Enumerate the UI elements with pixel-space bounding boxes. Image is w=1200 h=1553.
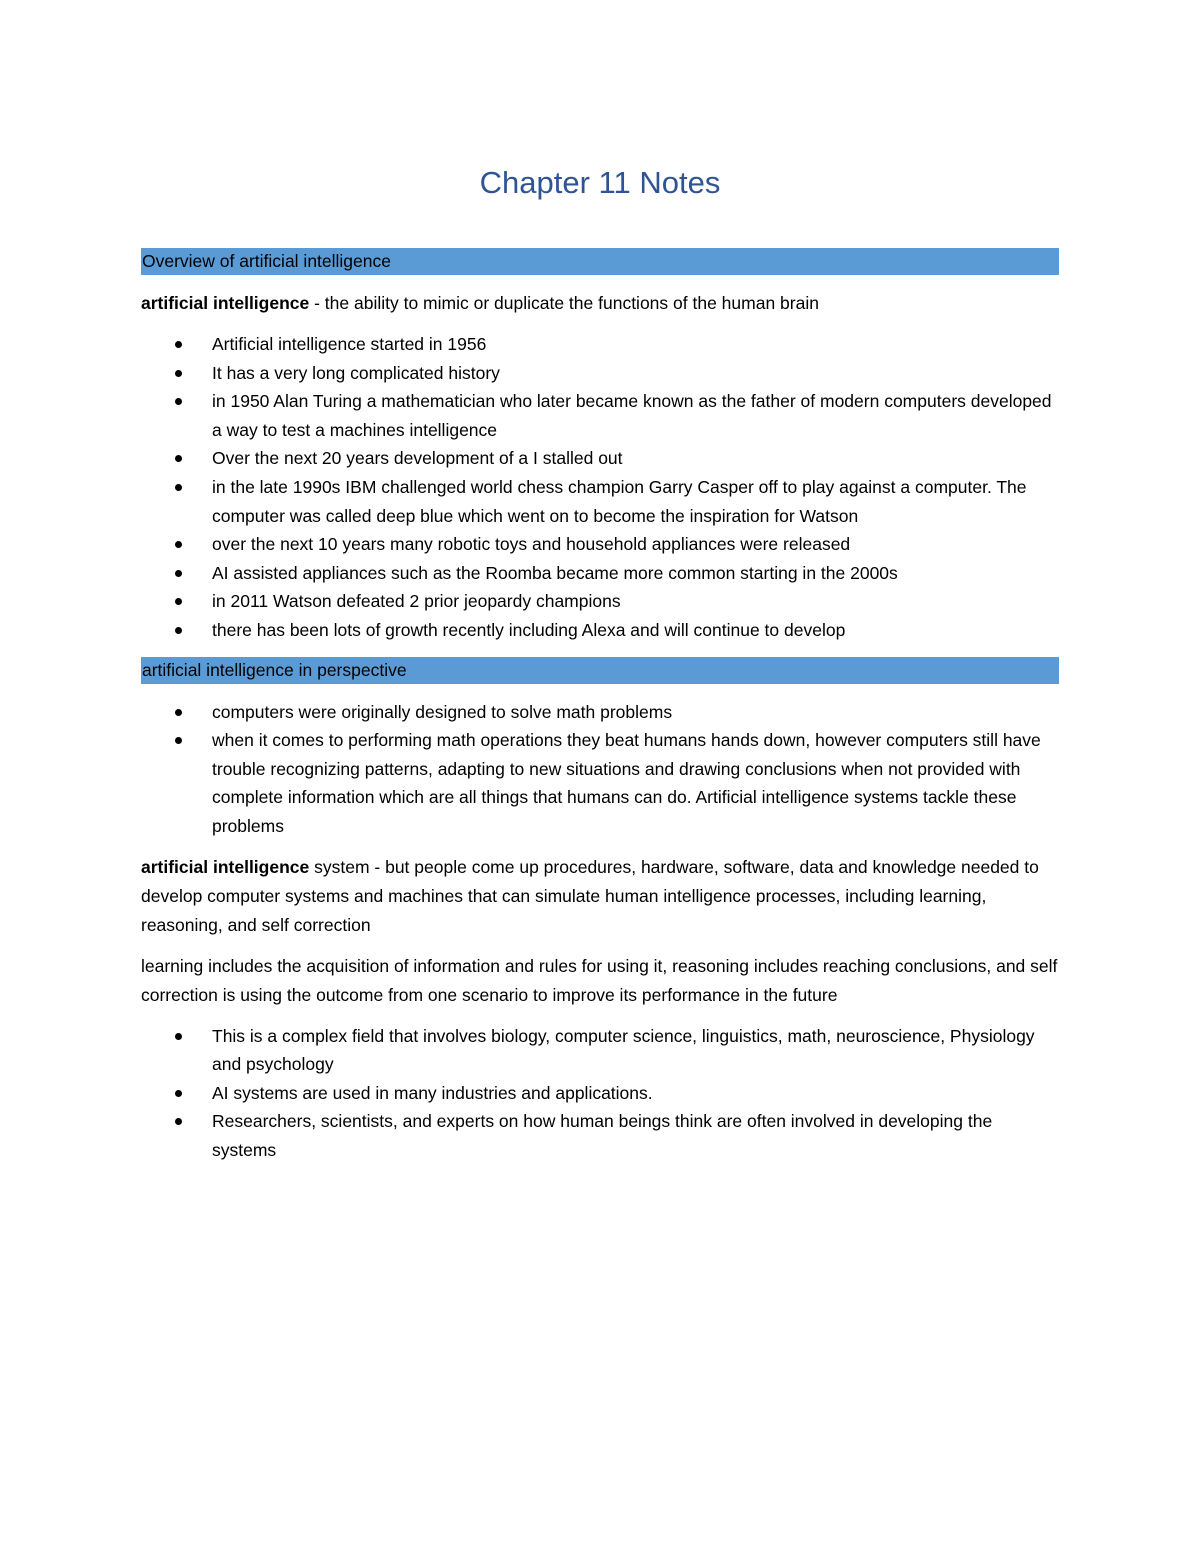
list-item: in 1950 Alan Turing a mathematician who later became known as the father of modern computers developed a way to test a machines intelligence — [141, 387, 1059, 444]
system-definition-term: artificial intelligence — [141, 856, 310, 877]
document-content — [141, 160, 1059, 1176]
definition-term: artificial intelligence — [141, 293, 310, 313]
section-heading-overview: Overview of artificial intelligence — [141, 248, 1059, 275]
system-definition-text: system - but people come up procedures, hardware, software, data and knowledge needed to develop computer systems and machines that can simulate human intelligence processes, including learning, reasoning, and self correction — [141, 856, 1039, 935]
list-item: there has been lots of growth recently including Alexa and will continue to develop — [141, 616, 1059, 645]
list-item: Over the next 20 years development of a I stalled out — [141, 444, 1059, 473]
perspective-bullet-list — [141, 698, 1059, 841]
field-bullet-list — [141, 1022, 1059, 1165]
definition-text: - the ability to mimic or duplicate the functions of the human brain — [309, 293, 819, 313]
bullet-icon — [175, 1090, 182, 1097]
bullet-icon — [175, 341, 182, 348]
bullet-icon — [175, 398, 182, 405]
bullet-icon — [175, 484, 182, 491]
list-item: over the next 10 years many robotic toys and household appliances were released — [141, 530, 1059, 559]
list-item: This is a complex field that involves biology, computer science, linguistics, math, neuroscience, Physiology and psychology — [141, 1022, 1059, 1079]
bullet-icon — [175, 570, 182, 577]
list-item: in the late 1990s IBM challenged world chess champion Garry Casper off to play against a computer. The computer was called deep blue which went on to become the inspiration for Watson — [141, 473, 1059, 530]
bullet-icon — [175, 627, 182, 634]
list-item: AI assisted appliances such as the Roomba became more common starting in the 2000s — [141, 559, 1059, 588]
list-item: when it comes to performing math operations they beat humans hands down, however computers still have trouble recognizing patterns, adapting to new situations and drawing conclusions when not provided with complete information which are all things that humans can do. Artificial intelligence systems tackle these problems — [141, 726, 1059, 840]
bullet-icon — [175, 455, 182, 462]
bullet-icon — [175, 370, 182, 377]
learning-paragraph: learning includes the acquisition of information and rules for using it, reasoning includes reaching conclusions, and self correction is using the outcome from one scenario to improve its performance in the future — [141, 955, 1058, 1005]
list-item: AI systems are used in many industries and applications. — [141, 1079, 1059, 1108]
section-heading-perspective: artificial intelligence in perspective — [141, 657, 1059, 684]
bullet-icon — [175, 709, 182, 716]
bullet-icon — [175, 1033, 182, 1040]
bullet-icon — [175, 598, 182, 605]
list-item: Researchers, scientists, and experts on how human beings think are often involved in developing the systems — [141, 1107, 1059, 1164]
definition-paragraph — [141, 289, 1059, 318]
list-item: It has a very long complicated history — [141, 359, 1059, 388]
list-item: Artificial intelligence started in 1956 — [141, 330, 1059, 359]
page-title: Chapter 11 Notes — [479, 165, 721, 200]
list-item: in 2011 Watson defeated 2 prior jeopardy champions — [141, 587, 1059, 616]
list-item: computers were originally designed to solve math problems — [141, 698, 1059, 727]
bullet-icon — [175, 541, 182, 548]
bullet-icon — [175, 737, 182, 744]
bullet-icon — [175, 1118, 182, 1125]
overview-bullet-list — [141, 330, 1059, 645]
system-definition-paragraph — [141, 853, 1059, 940]
